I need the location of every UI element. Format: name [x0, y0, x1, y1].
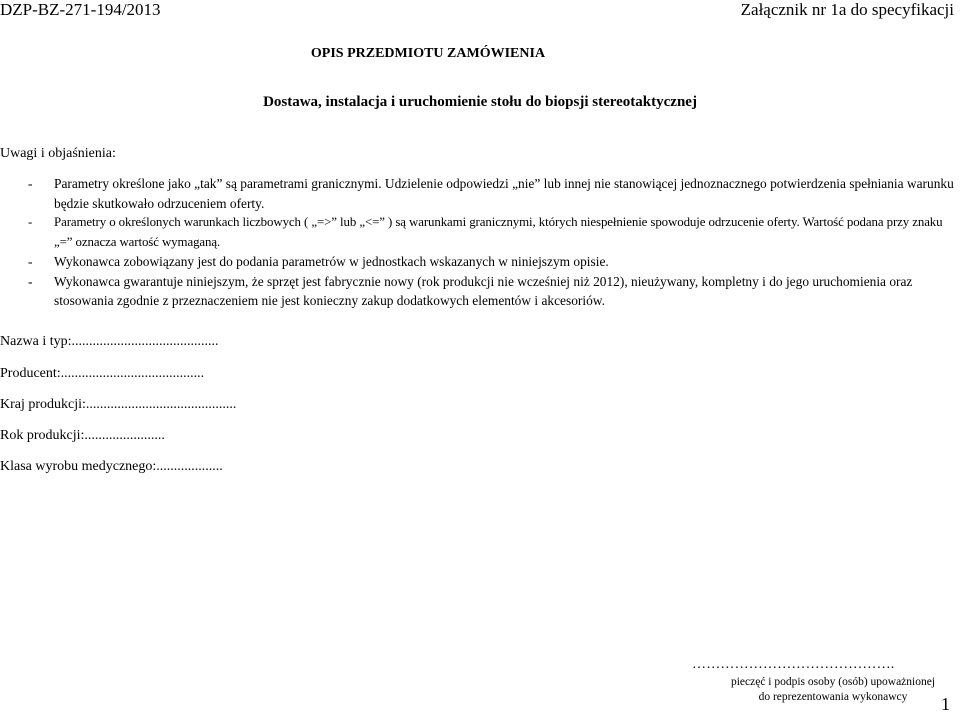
- document-subtitle: Dostawa, instalacja i uruchomienie stołu do biopsji stereotaktycznej: [263, 94, 697, 110]
- signature-caption: pieczęć i podpis osoby (osób) upoważnionej do reprezentowania wykonawcy: [730, 676, 936, 703]
- document-reference: DZP-BZ-271-194/2013: [0, 0, 161, 19]
- note-text: Wykonawca zobowiązany jest do podania parametrów w jednostkach wskazanych w niniejszym opisie.: [54, 254, 609, 269]
- list-item: - Wykonawca zobowiązany jest do podania parametrów w jednostkach wskazanych w niniejszym opisie.: [28, 254, 609, 269]
- signature-line: …………………………………….: [692, 657, 895, 672]
- field-medical-class: Klasa wyrobu medycznego:...................: [0, 459, 223, 474]
- field-country: Kraj produkcji:...........................................: [0, 397, 237, 412]
- attachment-label: Załącznik nr 1a do specyfikacji: [740, 0, 954, 19]
- list-item: - Wykonawca gwarantuje niniejszym, że sprzęt jest fabrycznie nowy (rok produkcji nie wcześniej niż 2012), nieużywany, kompletny i do jego uruchomienia oraz stosowania zgodnie z przeznaczeniem nie jest konieczny zakup dodatkowych elementów i akcesoriów.: [28, 273, 913, 308]
- notes-heading: Uwagi i objaśnienia:: [0, 146, 116, 161]
- field-producer: Producent:.........................................: [0, 366, 205, 381]
- note-text: Wykonawca gwarantuje niniejszym, że sprzęt jest fabrycznie nowy (rok produkcji nie wcześniej niż 2012), nieużywany, kompletny i do jego uruchomienia oraz stosowania zgodnie z przeznaczeniem nie jest konieczny zakup dodatkowych elementów i akcesoriów.: [54, 273, 913, 308]
- field-year: Rok produkcji:.......................: [0, 428, 165, 443]
- note-text: Parametry o określonych warunkach liczbowych ( „=>” lub „<=” ) są warunkami granicznymi, których niespełnienie spowoduje odrzucenie oferty. Wartość podana przy znaku „=” oznacza wartość wymaganą.: [54, 215, 943, 249]
- list-item: - Parametry określone jako „tak” są parametrami granicznymi. Udzielenie odpowiedzi „nie” lub innej nie stanowiącej jednoznacznego potwierdzenia spełniania warunku będzie skutkowało odrzuceniem oferty.: [28, 176, 954, 211]
- note-text: Parametry określone jako „tak” są parametrami granicznymi. Udzielenie odpowiedzi „nie” lub innej nie stanowiącej jednoznacznego potwierdzenia spełniania warunku będzie skutkowało odrzuceniem oferty.: [54, 176, 954, 211]
- field-name-type: Nazwa i typ:..........................................: [0, 334, 219, 349]
- list-item: - Parametry o określonych warunkach liczbowych ( „=>” lub „<=” ) są warunkami granicznymi, których niespełnienie spowoduje odrzucenie oferty. Wartość podana przy znaku „=” oznacza wartość wymaganą.: [28, 215, 943, 249]
- page-number: 1: [941, 694, 950, 714]
- notes-list: [0, 174, 958, 311]
- document-title: OPIS PRZEDMIOTU ZAMÓWIENIA: [310, 46, 546, 61]
